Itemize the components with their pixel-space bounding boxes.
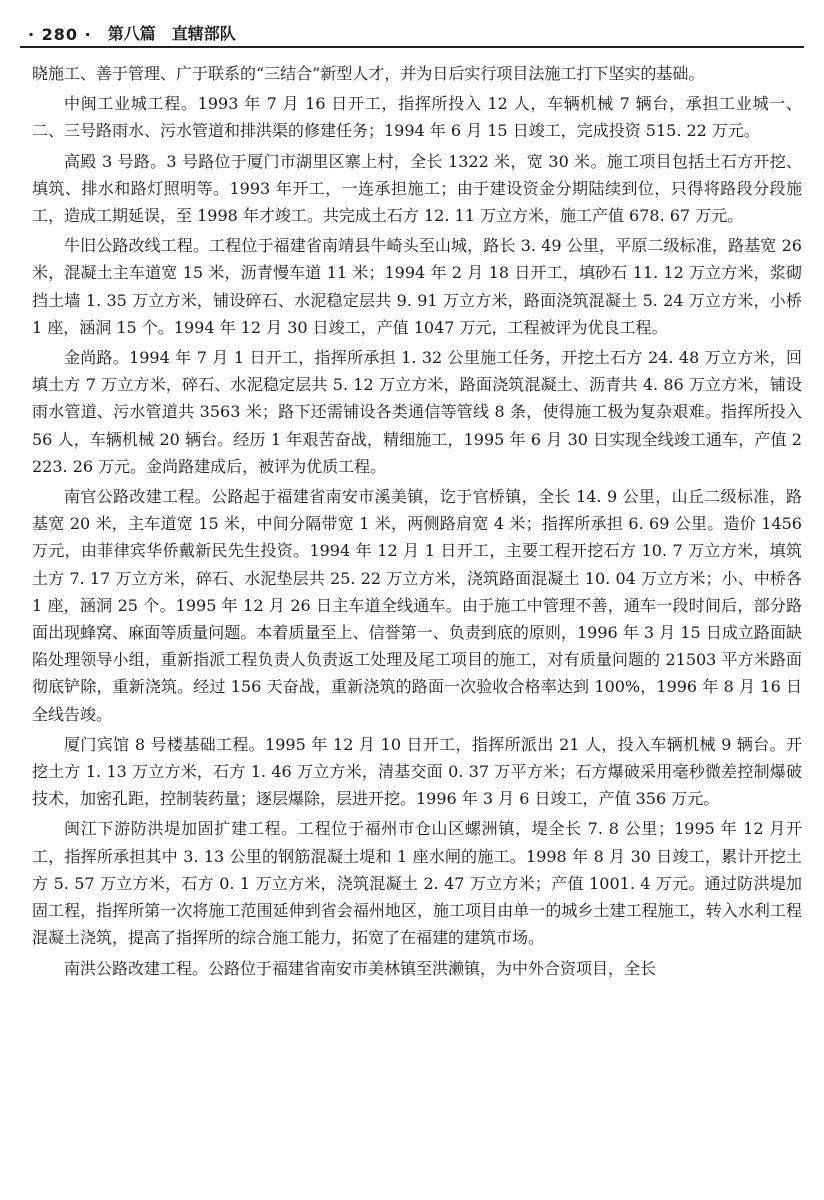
header-rule: [20, 46, 804, 48]
paragraph-nanguan-highway: 南官公路改建工程。公路起于福建省南安市溪美镇，讫于官桥镇，全长 14. 9 公里，山丘二级标准，路基宽 20 米，主车道宽 15 米，中间分隔带宽 1 米，两侧路肩宽 4 米；指挥所承担 6. 69 公里。造价 1456 万元，由菲律宾华侨戴新民先生投资。1994 年 12 月 1 日开工，主要工程开挖石方 10. 7 万立方米，填筑土方 7. 17 万立方米，碎石、水泥垫层共 25. 22 万立方米，浇筑路面混凝土 10. 04 万立方米；小、中桥各 1 座，涵洞 25 个。1995 年 12 月 26 日主车道全线通车。由于施工中管理不善，通车一段时间后，部分路面出现蜂窝、麻面等质量问题。本着质量至上、信誉第一、负责到底的原则，1996 年 3 月 15 日成立路面缺陷处理领导小组，重新指派工程负责人负责返工处理及尾工项目的施工，对有质量问题的 21503 平方米路面彻底铲除，重新浇筑。经过 156 天奋战，重新浇筑的路面一次验收合格率达到 100%，1996 年 8 月 16 日全线告竣。: [32, 487, 802, 724]
page-header: [28, 14, 796, 44]
paragraph-continuation: 晓施工、善于管理、广于联系的“三结合”新型人才，并为日后实行项目法施工打下坚实的基础。: [32, 64, 705, 83]
paragraph-jinshang-road: 金尚路。1994 年 7 月 1 日开工，指挥所承担 1. 32 公里施工任务，开挖土石方 24. 48 万立方米，回填土方 7 万立方米，碎石、水泥稳定层共 5. 12 万立方米，路面浇筑混凝土、沥青共 4. 86 万立方米，铺设雨水管道、污水管道共 3563 米；路下还需铺设各类通信等管线 8 条，使得施工极为复杂艰难。指挥所投入 56 人，车辆机械 20 辆台。经历 1 年艰苦奋战，精细施工，1995 年 6 月 30 日实现全线竣工通车，产值 2223. 26 万元。金尚路建成后，被评为优质工程。: [32, 348, 802, 476]
paragraph-gaodian-road-3: 高殿 3 号路。3 号路位于厦门市湖里区寨上村，全长 1322 米，宽 30 米。施工项目包括土石方开挖、填筑、排水和路灯照明等。1993 年开工，一连承担施工；由于建设资金分期陆续到位，只得将路段分段施工，造成工期延误，至 1998 年才竣工。共完成土石方 12. 11 万立方米，施工产值 678. 67 万元。: [32, 151, 802, 226]
page-number: · 280 ·: [28, 25, 92, 44]
chapter-title: 第八篇: [107, 24, 156, 43]
paragraph-xiamen-hotel-building-8: 厦门宾馆 8 号楼基础工程。1995 年 12 月 10 日开工，指挥所派出 21 人，投入车辆机械 9 辆台。开挖土方 1. 13 万立方米，石方 1. 46 万立方米，清基交面 0. 37 万平方米；石方爆破采用毫秒微差控制爆破技术，加密孔距，控制装药量；逐层爆除，层进开挖。1996 年 3 月 6 日竣工，产值 356 万元。: [32, 734, 802, 809]
paragraph-niujiu-highway: 牛旧公路改线工程。工程位于福建省南靖县牛崎头至山城，路长 3. 49 公里，平原二级标准，路基宽 26 米，混凝土主车道宽 15 米，沥青慢车道 11 米；1994 年 2 月 18 日开工，填砂石 11. 12 万立方米，浆砌挡土墙 1. 35 万立方米，铺设碎石、水泥稳定层共 9. 91 万立方米，路面浇筑混凝土 5. 24 万立方米，小桥 1 座，涵洞 15 个。1994 年 12 月 30 日竣工，产值 1047 万元，工程被评为优良工程。: [32, 236, 802, 337]
paragraph-zhongmin-industrial-city: 中闽工业城工程。1993 年 7 月 16 日开工，指挥所投入 12 人，车辆机械 7 辆台，承担工业城一、二、三号路雨水、污水管道和排洪渠的修建任务；1994 年 6 月 15 日竣工，完成投资 515. 22 万元。: [32, 94, 802, 141]
paragraph-minjiang-flood-levee: 闽江下游防洪堤加固扩建工程。工程位于福州市仓山区螺洲镇，堤全长 7. 8 公里；1995 年 12 月开工，指挥所承担其中 3. 13 公里的钢筋混凝土堤和 1 座水闸的施工。1998 年 8 月 30 日竣工，累计开挖土方 5. 57 万立方米，石方 0. 1 万立方米，浇筑混凝土 2. 47 万立方米；产值 1001. 4 万元。通过防洪堤加固工程，指挥所第一次将施工范围延伸到省会福州地区，施工项目由单一的城乡土建工程施工，转入水利工程混凝土浇筑，提高了指挥所的综合施工能力，拓宽了在福建的建筑市场。: [32, 819, 802, 948]
section-title: 直辖部队: [171, 24, 236, 43]
paragraph-nanhong-highway: 南洪公路改建工程。公路位于福建省南安市美林镇至洪濑镇，为中外合资项目，全长: [64, 958, 657, 978]
page-body: [32, 60, 802, 985]
